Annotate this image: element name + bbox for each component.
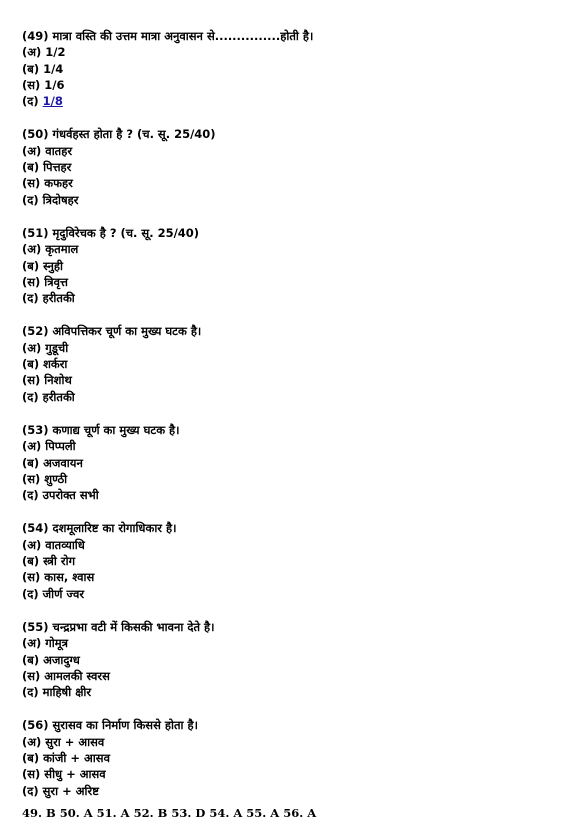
option: (द) हरीतकी [22,389,75,404]
option: (स) शुण्ठी [22,471,68,486]
option: (स) सीधु + आसव [22,767,106,782]
option: (द) उपरोक्त सभी [22,488,99,503]
question-text: (56) सुरासव का निर्माण किससे होता है। [22,718,198,733]
option: (स) 1/6 [22,77,65,92]
option: (स) त्रिवृत्त [22,274,68,289]
option: (द) जीर्ण ज्वर [22,586,85,601]
option: (ब) पित्तहर [22,160,72,175]
option: (द) 1/8 [22,94,63,109]
question-text: (54) दशमूलारिष्ट का रोगाधिकार है। [22,521,177,536]
option: (द) त्रिदोषहर [22,192,79,207]
question-text: (52) अविपत्तिकर चूर्ण का मुख्य घटक है। [22,324,202,339]
question-54 [22,520,562,601]
option: (स) आमलकी स्वरस [22,668,110,683]
option: (अ) सुरा + आसव [22,734,105,749]
option: (अ) वातहर [22,143,73,158]
question-50 [22,126,562,207]
answer-key: 49. B 50. A 51. A 52. B 53. D 54. A 55. A 56. A [22,806,317,820]
question-53 [22,422,562,503]
option: (द) हरीतकी [22,291,75,306]
option: (ब) स्त्री रोग [22,554,76,569]
question-text: (50) गंधर्वहस्त होता है ? (च. सू. 25/40) [22,127,216,142]
option: (ब) अजवायन [22,455,83,470]
question-52 [22,323,562,404]
option: (स) कास, श्वास [22,570,95,585]
option: (अ) 1/2 [22,45,66,60]
option: (ब) कांजी + आसव [22,750,110,765]
question-list [22,28,562,816]
option: (ब) 1/4 [22,61,64,76]
option: (द) माहिषी क्षीर [22,685,92,700]
option: (ब) अजादुग्ध [22,652,80,667]
option: (ब) स्नुही [22,258,63,273]
question-text: (53) कणाद्य चूर्ण का मुख्य घटक है। [22,422,180,437]
option-link[interactable]: 1/8 [42,94,63,109]
question-51 [22,225,562,306]
option: (अ) गोमूत्र [22,636,68,651]
option: (अ) पिप्पली [22,439,76,454]
question-49 [22,28,562,109]
option: (अ) गुडूची [22,340,69,355]
option: (स) कफहर [22,176,73,191]
question-text: (51) मृदुविरेचक है ? (च. सू. 25/40) [22,225,200,240]
question-56 [22,717,562,798]
option: (अ) वातव्याधि [22,537,85,552]
option: (ब) शर्करा [22,357,68,372]
option: (स) निशोथ [22,373,72,388]
option: (अ) कृतमाल [22,242,79,257]
question-55 [22,619,562,700]
question-text: (55) चन्द्रप्रभा वटी में किसकी भावना देते है। [22,619,215,634]
question-text: (49) मात्रा वस्ति की उत्तम मात्रा अनुवासन से...............होती है। [22,29,314,43]
option: (द) सुरा + अरिष्ट [22,783,99,798]
